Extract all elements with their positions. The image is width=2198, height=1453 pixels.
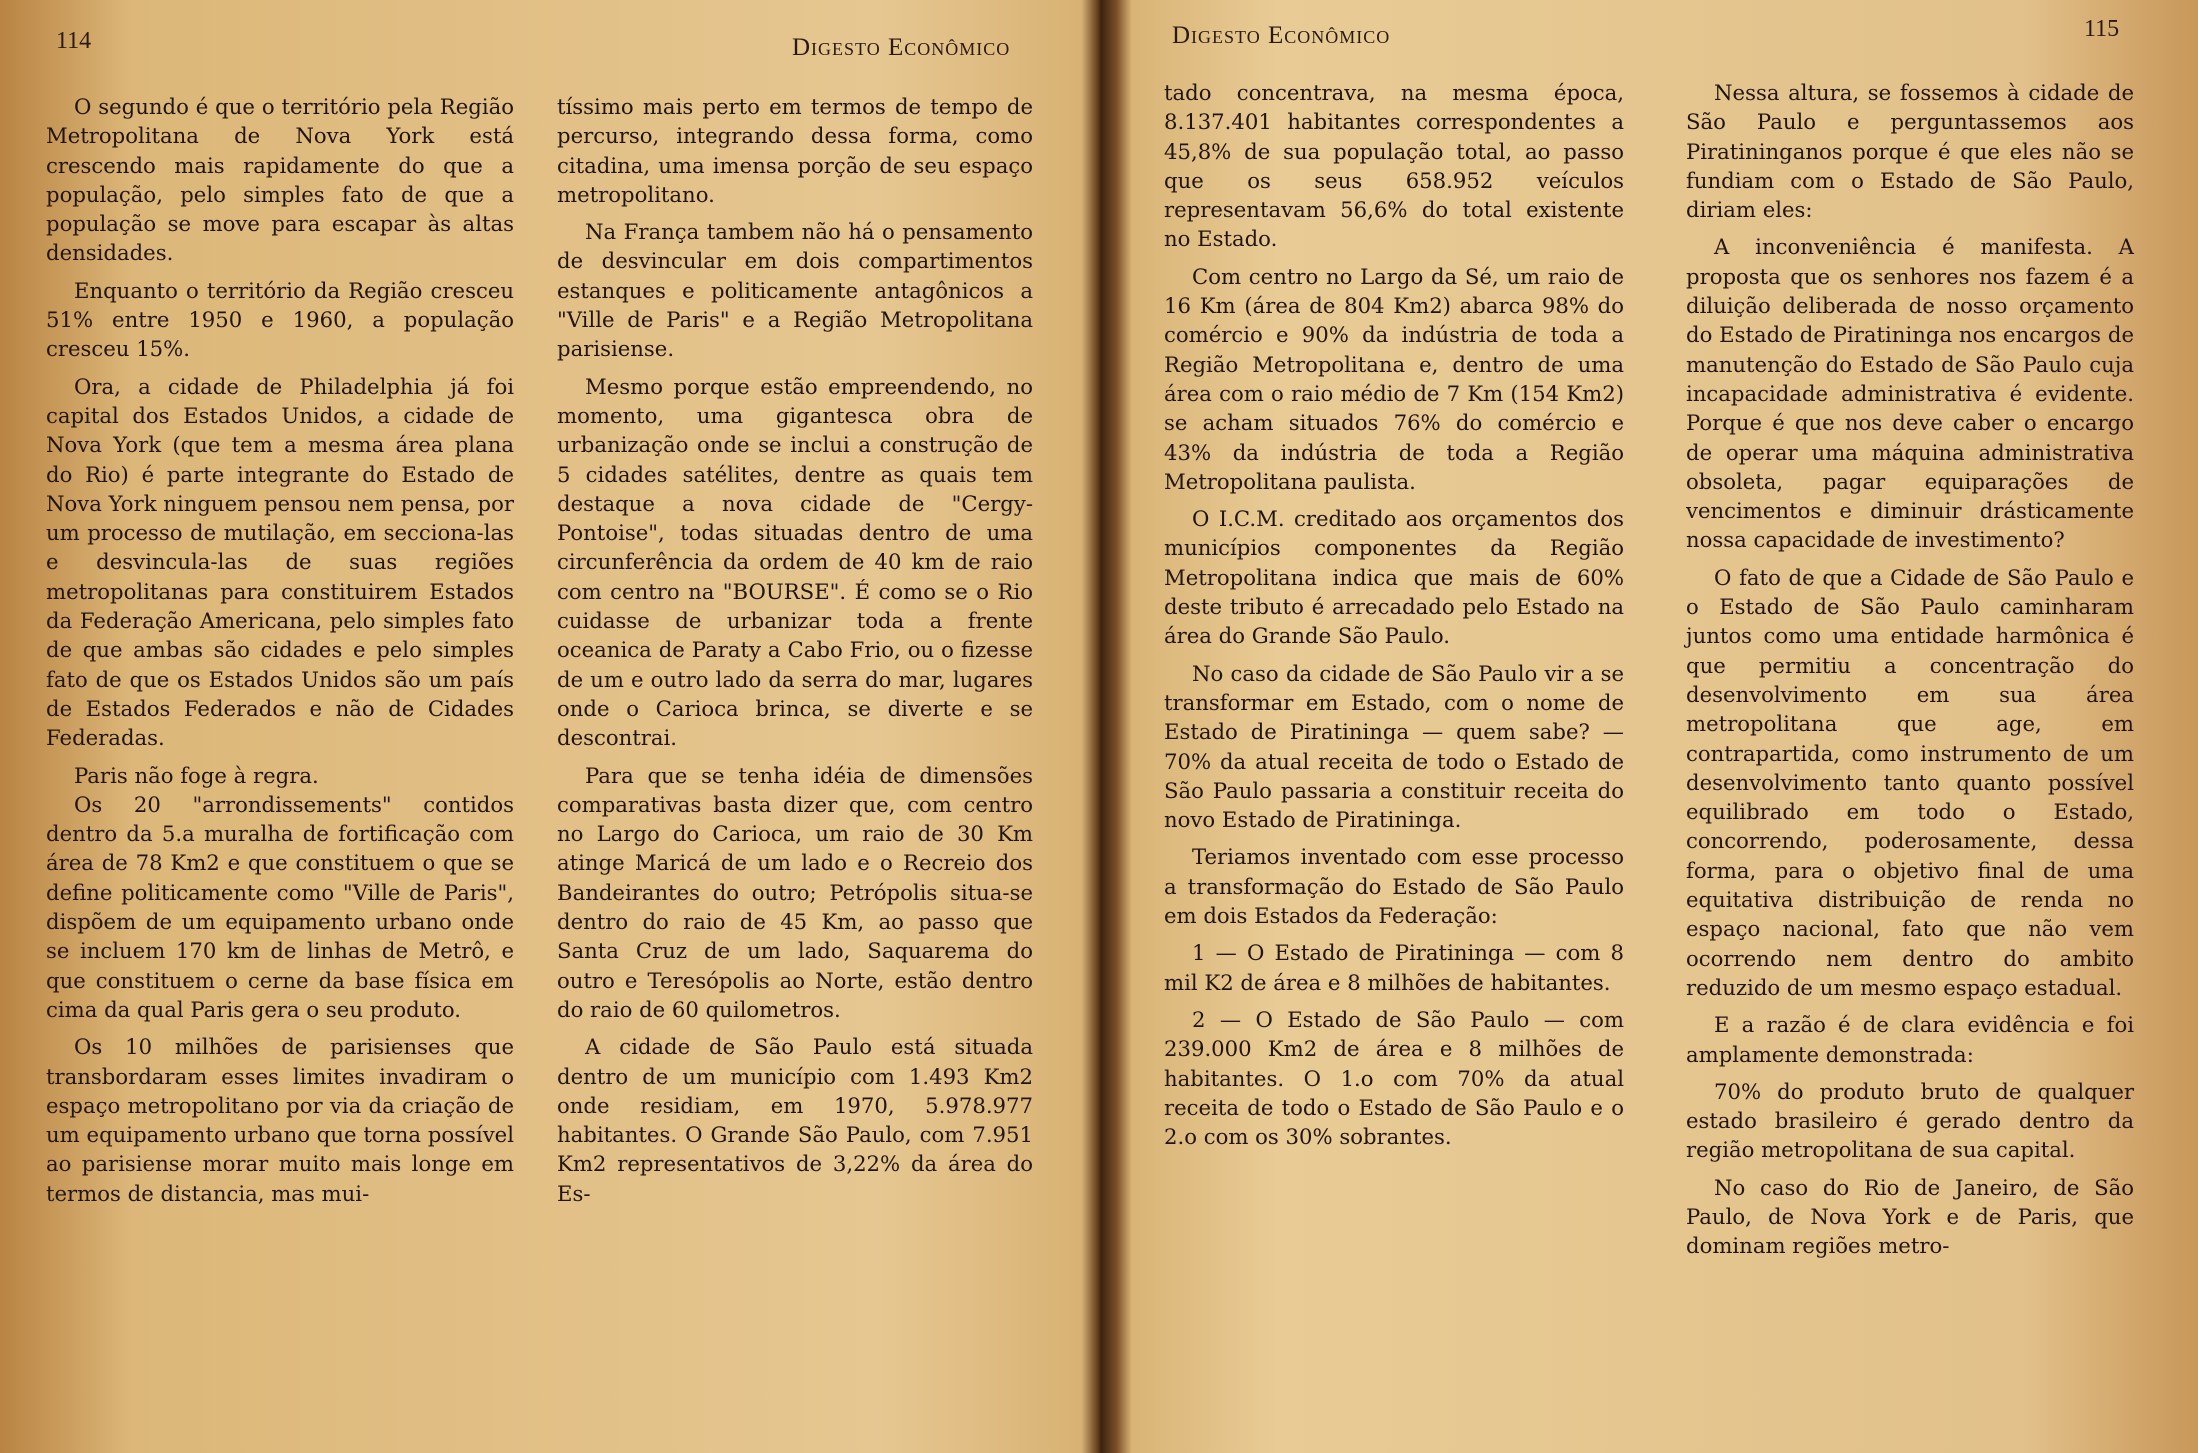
running-header: Digesto Econômico bbox=[1172, 22, 1391, 49]
paragraph: Mesmo porque estão empreendendo, no momento, uma gigantesca obra de urbanização onde se inclui a construção de 5 cidades satélites, dentre as quais tem destaque a nova cidade de "Cergy-Pontoise", todas situadas dentro de uma circunferência da ordem de 40 km de raio com centro na "BOURSE". É como se o Rio cuidasse de urbanizar toda a frente oceanica de Paraty a Cabo Frio, ou o fizesse de um e outro lado da serra do mar, lugares onde o Carioca brinca, se diverte e se descontrai. bbox=[557, 373, 1033, 751]
paragraph: No caso do Rio de Janeiro, de São Paulo, de Nova York e de Paris, que dominam regiões metro- bbox=[1686, 1174, 2134, 1259]
paragraph: Teriamos inventado com esse processo a transformação do Estado de São Paulo em dois Estados da Federação: bbox=[1164, 844, 1624, 929]
paragraph: tíssimo mais perto em termos de tempo de percurso, integrando dessa forma, como citadina, uma imensa porção de seu espaço metropolitano. bbox=[557, 94, 1033, 207]
paragraph: E a razão é de clara evidência e foi amplamente demonstrada: bbox=[1686, 1012, 2134, 1067]
paragraph: Ora, a cidade de Philadelphia já foi capital dos Estados Unidos, a cidade de Nova York (que tem a mesma área plana do Rio) é parte integrante do Estado de Nova York ninguem pensou nem pensa, por um processo de mutilação, em secciona-las e desvincula-las de suas regiões metropolitanas para constituirem Estados da Federação Americana, pelo simples fato de que ambas são cidades e pelo simples fato de que os Estados Unidos são um país de Estados Federados e não de Cidades Federadas. bbox=[46, 373, 514, 751]
paragraph: 2 — O Estado de São Paulo — com 239.000 Km2 de área e 8 milhões de habitantes. O 1.o com 70% da atual receita de todo o Estado de São Paulo e o 2.o com os 30% sobrantes. bbox=[1164, 1006, 1624, 1150]
paragraph: Nessa altura, se fossemos à cidade de São Paulo e perguntassemos aos Piratininganos porque é que eles não se fundiam com o Estado de São Paulo, diriam eles: bbox=[1686, 80, 2134, 223]
left-column-2 bbox=[557, 92, 1033, 1216]
left-page bbox=[0, 0, 1092, 1453]
paragraph: tado concentrava, na mesma época, 8.137.401 habitantes correspondentes a 45,8% de sua população total, ao passo que os seus 658.952 veículos representavam 56,6% do total existente no Estado. bbox=[1164, 80, 1624, 252]
page-number: 115 bbox=[2084, 16, 2120, 42]
running-header: Digesto Econômico bbox=[792, 34, 1011, 61]
paragraph: O I.C.M. creditado aos orçamentos dos municípios componentes da Região Metropolitana indica que mais de 60% deste tributo é arrecadado pelo Estado na área do Grande São Paulo. bbox=[1164, 506, 1624, 649]
paragraph: Para que se tenha idéia de dimensões comparativas basta dizer que, com centro no Largo do Carioca, um raio de 30 Km atinge Maricá de um lado e o Recreio dos Bandeirantes do outro; Petrópolis situa-se dentro do raio de 45 Km, ao passo que Santa Cruz de um lado, Saquarema do outro e Teresópolis ao Norte, estão dentro do raio de 60 quilometros. bbox=[557, 762, 1033, 1022]
paragraph: A cidade de São Paulo está situada dentro de um município com 1.493 Km2 onde residiam, em 1970, 5.978.977 habitantes. O Grande São Paulo, com 7.951 Km2 representativos de 3,22% da área do Es- bbox=[557, 1034, 1033, 1206]
paragraph: No caso da cidade de São Paulo vir a se transformar em Estado, com o nome de Estado de Piratininga — quem sabe? — 70% da atual receita de todo o Estado de São Paulo passaria a constituir receita do novo Estado de Piratininga. bbox=[1164, 660, 1624, 833]
paragraph: Enquanto o território da Região cresceu 51% entre 1950 e 1960, a população cresceu 15%. bbox=[46, 277, 514, 362]
paragraph: 1 — O Estado de Piratininga — com 8 mil K2 de área e 8 milhões de habitantes. bbox=[1164, 940, 1624, 995]
paragraph: O fato de que a Cidade de São Paulo e o Estado de São Paulo caminharam juntos como uma entidade harmônica é que permitiu a concentração do desenvolvimento em sua área metropolitana que age, em contrapartida, como instrumento de um desenvolvimento tanto quanto possível equilibrado em todo o Estado, concorrendo, poderosamente, dessa forma, para o objetivo final de uma equitativa distribuição de renda no espaço nacional, fato que não vem ocorrendo nem dentro do ambito reduzido de um mesmo espaço estadual. bbox=[1686, 564, 2134, 1000]
right-column-2 bbox=[1686, 78, 2134, 1269]
paragraph: Na França tambem não há o pensamento de desvincular em dois compartimentos estanques e politicamente antagônicos a "Ville de Paris" e a Região Metropolitana parisiense. bbox=[557, 219, 1033, 362]
right-page bbox=[1106, 0, 2198, 1453]
paragraph: Paris não foge à regra. bbox=[74, 762, 319, 788]
paragraph: Os 20 "arrondissements" contidos dentro da 5.a muralha de fortificação com área de 78 Km2 e que constituem o que se define politicamente como "Ville de Paris", dispõem de um equipamento urbano onde se incluem 170 km de linhas de Metrô, e que constituem o cerne da base física em cima da qual Paris gera o seu produto. bbox=[46, 791, 514, 1022]
right-column-1 bbox=[1164, 78, 1624, 1159]
paragraph: O segundo é que o território pela Região Metropolitana de Nova York está crescendo mais rapidamente do que a população, pelo simples fato de que a população se move para escapar às altas densidades. bbox=[46, 94, 514, 266]
paragraph: 70% do produto bruto de qualquer estado brasileiro é gerado dentro da região metropolitana de sua capital. bbox=[1686, 1078, 2134, 1163]
paragraph: A inconveniência é manifesta. A proposta que os senhores nos fazem é a diluição deliberada de nosso orçamento do Estado de Piratininga nos encargos de manutenção do Estado de São Paulo cuja incapacidade administrativa é evidente. Porque é que nos deve caber o encargo de operar uma máquina administrativa obsoleta, pagar equiparações de vencimentos e diminuir drásticamente nossa capacidade de investimento? bbox=[1686, 234, 2134, 553]
page-number: 114 bbox=[56, 28, 92, 54]
paragraph: Com centro no Largo da Sé, um raio de 16 Km (área de 804 Km2) abarca 98% do comércio e 90% da indústria de toda a Região Metropolitana e, dentro de uma área com o raio médio de 7 Km (154 Km2) se acham situados 76% do comércio e 43% da indústria de toda a Região Metropolitana paulista. bbox=[1164, 263, 1624, 494]
paragraph: Os 10 milhões de parisienses que transbordaram esses limites invadiram o espaço metropolitano por via da criação de um equipamento urbano que torna possível ao parisiense morar muito mais longe em termos de distancia, mas mui- bbox=[46, 1034, 514, 1206]
left-column-1 bbox=[46, 92, 514, 1216]
